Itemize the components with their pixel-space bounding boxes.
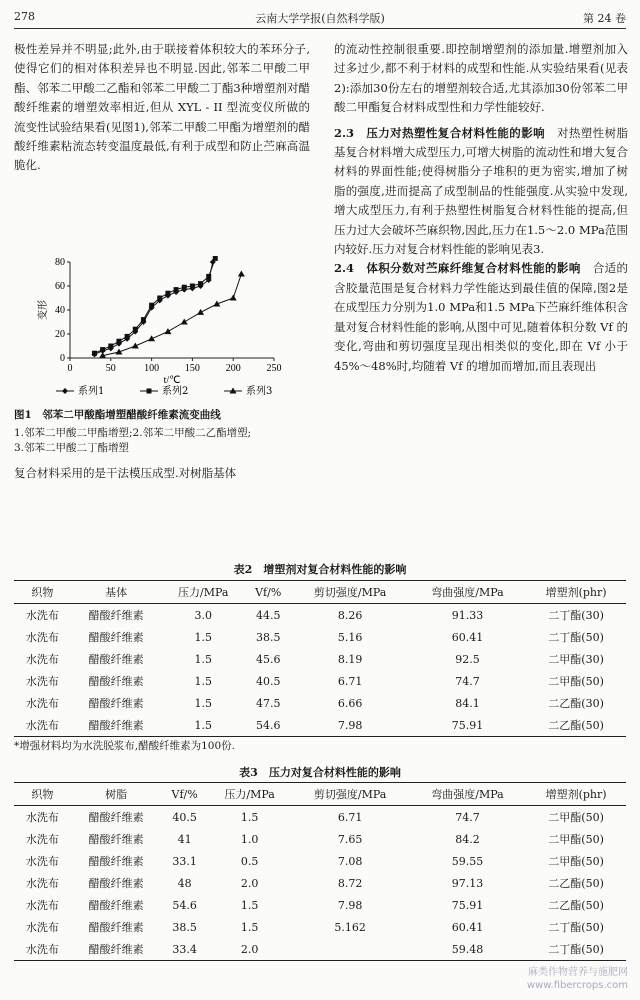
figure-note: 1.邻苯二甲酸二甲酯增塑;2.邻苯二甲酸二乙酯增塑; (14, 427, 252, 439)
data-point-square (141, 317, 146, 322)
table-row (14, 916, 626, 938)
data-point-square (213, 256, 218, 261)
table-cell: 水洗布 (14, 938, 71, 961)
series-line (94, 258, 215, 353)
data-point-square (206, 274, 211, 279)
column-header: Vf/% (161, 783, 207, 806)
column-header: 增塑剂(phr) (526, 581, 626, 604)
table-row (14, 604, 626, 627)
table-row (14, 648, 626, 670)
table-cell: 40.5 (255, 674, 281, 688)
table-cell: 醋酸纤维素 (88, 921, 144, 934)
table-cell: 45.6 (255, 652, 281, 666)
table-cell: 1.5 (194, 674, 212, 688)
data-point-square (108, 344, 113, 349)
data-point-triangle (148, 335, 155, 341)
table-cell: 二丁酯(50) (548, 631, 604, 644)
table-cell: 92.5 (455, 652, 480, 666)
y-axis-label: 变形 (38, 300, 49, 320)
data-point-triangle (181, 319, 188, 325)
page-number: 278 (14, 10, 35, 23)
table-cell: 二丁酯(30) (548, 609, 604, 622)
table-cell: 91.33 (451, 608, 484, 622)
column-header: 压力/MPa (208, 783, 292, 806)
table-cell: 二丁酯(50) (526, 938, 626, 961)
journal-title: 云南大学学报(自然科学版) (255, 12, 385, 25)
data-point-diamond (62, 388, 68, 394)
table-cell: 75.91 (409, 714, 526, 737)
table-cell: 84.2 (455, 832, 480, 846)
column-header: 剪切强度/MPa (291, 581, 408, 604)
table-row (14, 938, 626, 961)
table-cell: 38.5 (172, 920, 197, 934)
table-cell: 41 (177, 832, 192, 846)
table-cell: 二甲酯(50) (548, 675, 604, 688)
column-header: 剪切强度/MPa (291, 783, 408, 806)
data-point-triangle (197, 309, 204, 315)
table-cell: 74.7 (455, 674, 480, 688)
table-cell: 1.5 (194, 652, 212, 666)
table-cell: 1.5 (240, 898, 259, 912)
table-cell: 8.19 (337, 652, 363, 666)
table-cell: 74.7 (455, 810, 480, 824)
column-header: 弯曲强度/MPa (409, 581, 526, 604)
table-cell: 1.5 (194, 630, 212, 644)
table-cell: 5.162 (334, 920, 366, 934)
data-point-triangle (230, 295, 237, 301)
table-cell: 2.0 (208, 938, 292, 961)
table-cell: 醋酸纤维素 (88, 877, 144, 890)
table-cell: 水洗布 (25, 833, 59, 846)
table-cell: 水洗布 (14, 714, 71, 737)
paragraph-plasticizer: 极性差异并不明显;此外,由于联接着体积较大的苯环分子,使得它们的相对体积差异也不明显.因此,邻苯二甲酸二甲酯、邻苯二甲酸二乙酯和邻苯二甲酸二丁酯3种增塑剂对醋酸纤维素的增塑效率相近,但从 XYL - II 型流变仪所做的流变性试验结果看(见图1),邻苯二甲酸二甲酯为增塑剂的醋酸纤维素粘流态转变温度最低,有利于成型和防止苎麻高温脆化. (14, 42, 310, 173)
table-cell: 40.5 (172, 810, 197, 824)
table-cell: 7.98 (291, 714, 408, 737)
table-row (14, 714, 626, 737)
table-row (14, 872, 626, 894)
data-point-square (133, 327, 138, 332)
table-cell: 1.0 (240, 832, 259, 846)
table-cell: 6.71 (337, 674, 363, 688)
table-cell: 84.1 (455, 696, 480, 710)
x-tick-label: 100 (144, 363, 160, 374)
x-tick-label: 200 (225, 363, 241, 374)
table-cell: 水洗布 (25, 899, 59, 912)
table-3 (14, 782, 626, 961)
table-cell: 54.6 (245, 714, 291, 737)
table-cell: 二甲酯(50) (548, 811, 604, 824)
watermark-url: www.fibercrops.com (526, 980, 628, 991)
y-tick-label: 0 (60, 353, 65, 364)
table-cell: 48 (177, 876, 192, 890)
table-cell: 醋酸纤维素 (88, 631, 144, 644)
table-cell: 水洗布 (25, 921, 59, 934)
table-cell: 59.55 (451, 854, 484, 868)
table-cell: 7.98 (337, 898, 363, 912)
data-point-square (190, 284, 195, 289)
watermark (527, 966, 628, 992)
table-cell: 5.16 (337, 630, 363, 644)
data-point-square (174, 287, 179, 292)
table3-title: 表3 压力对复合材料性能的影响 (239, 766, 401, 779)
x-axis-label: t/℃ (163, 375, 181, 386)
table-cell: 水洗布 (25, 855, 59, 868)
table-cell: 8.26 (337, 608, 363, 622)
table-row (14, 692, 626, 714)
table2-title: 表2 增塑剂对复合材料性能的影响 (233, 563, 407, 576)
table-cell: 38.5 (255, 630, 281, 644)
page-header (14, 6, 626, 29)
table-cell: 33.4 (161, 938, 207, 961)
table-cell: 醋酸纤维素 (71, 714, 162, 737)
table-cell: 醋酸纤维素 (71, 938, 162, 961)
left-column (14, 40, 310, 176)
table-cell: 33.1 (172, 854, 197, 868)
data-point-square (116, 339, 121, 344)
data-point-square (165, 291, 170, 296)
data-point-square (92, 351, 97, 356)
paragraph-molding: 复合材料采用的是干法模压成型.对树脂基体 (14, 466, 237, 480)
table-cell: 水洗布 (25, 653, 59, 666)
table-cell: 醋酸纤维素 (88, 675, 144, 688)
volume-label: 第 24 卷 (583, 12, 626, 25)
table-cell: 3.0 (194, 608, 212, 622)
table-cell: 6.71 (337, 810, 363, 824)
table-row (14, 626, 626, 648)
y-tick-label: 40 (55, 305, 65, 316)
table-cell: 水洗布 (25, 675, 59, 688)
table-cell: 7.08 (337, 854, 363, 868)
figure-note: 3.邻苯二甲酸二丁酯增塑 (14, 442, 130, 454)
data-point-triangle (132, 343, 139, 349)
table-cell: 7.65 (337, 832, 363, 846)
table-cell: 醋酸纤维素 (88, 855, 144, 868)
legend-label: 系列3 (246, 386, 273, 397)
table-cell: 水洗布 (25, 609, 59, 622)
table-cell: 醋酸纤维素 (88, 899, 144, 912)
paragraph-intro: 的流动性控制很重要.即控制增塑剂的添加量.增塑剂加入过多过少,都不利于材料的成型和性能.从实验结果看(见表2):添加30份左右的增塑剂较合适,尤其添加30份邻苯二甲酸二甲酯复合材料成型性和力学性能较好. (334, 42, 628, 115)
table-cell: 60.41 (451, 630, 484, 644)
section-text-2-4: 合适的含胶量范围是复合材料力学性能达到最佳值的保障,图2是在成型压力分别为1.0 MPa和1.5 MPa下苎麻纤维体积含量对复合材料性能的影响,从图中可见,随着体积分数 Vf 的变化,弯曲和剪切强度呈现出相类似的变化,即在 Vf 小于45%～48%时,均随着 Vf 的增加而增加,而且表现出 (334, 261, 629, 373)
data-point-square (157, 296, 162, 301)
table-cell: 二甲酯(50) (548, 833, 604, 846)
section-heading-2-3: 2.3 压力对热塑性复合材料性能的影响 (334, 125, 546, 140)
column-header: 弯曲强度/MPa (409, 783, 526, 806)
table-cell: 47.5 (255, 696, 281, 710)
table-cell: 6.66 (337, 696, 363, 710)
table-cell: 1.5 (161, 714, 245, 737)
table-cell: 水洗布 (25, 877, 59, 890)
table-cell: 1.5 (240, 810, 259, 824)
data-point-square (198, 281, 203, 286)
column-header: 基体 (71, 581, 162, 604)
y-tick-label: 60 (55, 281, 65, 292)
table-cell: 醋酸纤维素 (88, 811, 144, 824)
table-cell: 59.48 (409, 938, 526, 961)
data-point-square (125, 334, 130, 339)
table-cell: 1.5 (240, 920, 259, 934)
table-row (14, 670, 626, 692)
table-cell: 75.91 (451, 898, 484, 912)
table2-note: *增强材料均为水洗脱浆布,醋酸纤维素为100份. (14, 740, 235, 752)
table-cell: 醋酸纤维素 (88, 697, 144, 710)
table-cell: 二甲酯(50) (548, 855, 604, 868)
x-tick-label: 250 (266, 363, 282, 374)
figure-title: 图1 邻苯二甲酸酯增塑醋酸纤维素流变曲线 (14, 409, 221, 421)
section-text-2-3: 对热塑性树脂基复合材料增大成型压力,可增大树脂的流动性和增大复合材料的界面性能;使得树脂分子堆积的更为密实,增加了树脂的强度,进而提高了成型制品的性能强度.从实验中发现,增大成型压力,有利于热塑性树脂复合材料性能的提高,但压力过大会破坏苎麻织物,因此,压力在1.5～2.0 MPa范围内较好.压力对复合材料性能的影响见表3. (334, 125, 628, 257)
table-cell: 60.41 (451, 920, 484, 934)
table-cell: 54.6 (172, 898, 197, 912)
table-cell: 二甲酯(30) (548, 653, 604, 666)
table-cell: 醋酸纤维素 (88, 609, 144, 622)
section-heading-2-4: 2.4 体积分数对苎麻纤维复合材料性能的影响 (334, 261, 581, 276)
table-cell: 二乙酯(50) (548, 899, 604, 912)
table-cell: 醋酸纤维素 (88, 833, 144, 846)
data-point-square (147, 389, 152, 394)
column-header: 织物 (14, 581, 71, 604)
data-point-square (182, 285, 187, 290)
x-tick-label: 150 (184, 363, 200, 374)
table-cell: 二乙酯(50) (548, 877, 604, 890)
table-cell: 二丁酯(50) (548, 921, 604, 934)
y-tick-label: 80 (55, 257, 65, 268)
rheology-chart (36, 256, 298, 406)
table-row (14, 850, 626, 872)
data-point-square (100, 347, 105, 352)
table-cell: 二乙酯(50) (526, 714, 626, 737)
column-header: 压力/MPa (161, 581, 245, 604)
watermark-text: 麻类作物营养与施肥网 (528, 967, 628, 978)
column-header: 增塑剂(phr) (526, 783, 626, 806)
table-cell: 水洗布 (25, 697, 59, 710)
table-row (14, 828, 626, 850)
table-cell: 醋酸纤维素 (88, 653, 144, 666)
figure-notes (14, 426, 314, 456)
table-cell: 水洗布 (25, 631, 59, 644)
column-header: 织物 (14, 783, 71, 806)
table-cell: 44.5 (255, 608, 281, 622)
legend-label: 系列2 (162, 386, 189, 397)
legend-label: 系列1 (78, 386, 105, 397)
x-tick-label: 0 (67, 363, 73, 374)
table-row (14, 894, 626, 916)
table-row (14, 806, 626, 829)
table-cell: 2.0 (240, 876, 259, 890)
table-cell: 97.13 (451, 876, 484, 890)
table-cell: 8.72 (337, 876, 363, 890)
right-column (334, 40, 628, 376)
data-point-triangle (164, 328, 171, 334)
table-cell: 0.5 (240, 854, 259, 868)
series-line (103, 274, 242, 356)
table-2 (14, 580, 626, 737)
data-point-triangle (238, 271, 245, 277)
column-header: 树脂 (71, 783, 162, 806)
y-tick-label: 20 (55, 329, 65, 340)
data-point-square (149, 303, 154, 308)
column-header: Vf/% (245, 581, 291, 604)
x-tick-label: 50 (105, 363, 116, 374)
table-cell (291, 938, 408, 961)
table-cell: 1.5 (194, 696, 212, 710)
table-cell: 水洗布 (25, 811, 59, 824)
table-cell: 二乙酯(30) (548, 697, 604, 710)
